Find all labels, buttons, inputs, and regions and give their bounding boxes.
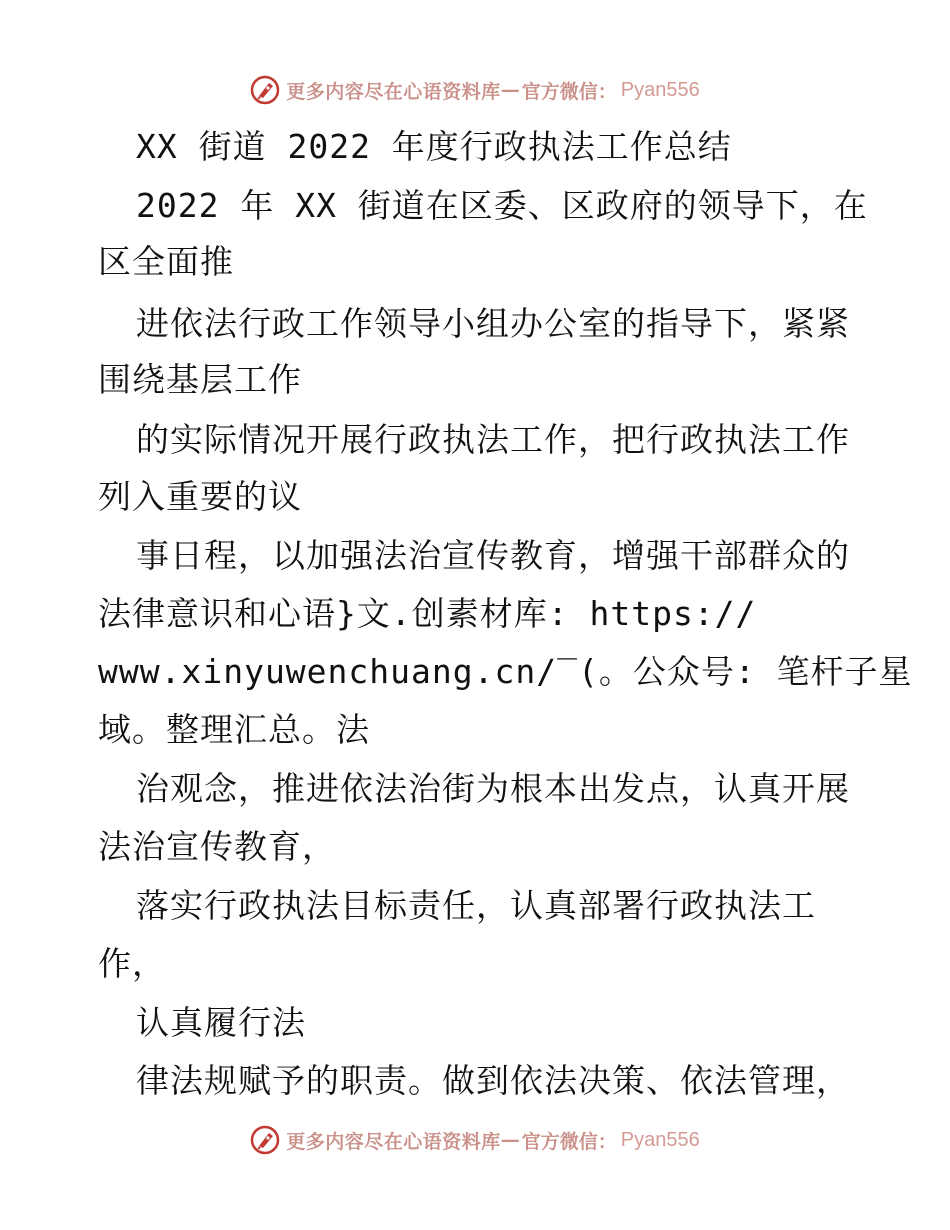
banner-wechat-id: Pyan556: [620, 1128, 700, 1151]
paragraph-line: 治观念，推进依法治街为根本出发点，认真开展: [136, 769, 850, 808]
paragraph-line: 认真履行法: [136, 1003, 306, 1042]
banner-wechat-id: Pyan556: [620, 78, 700, 101]
paragraph-line: 2022 年 XX 街道在区委、区政府的领导下，在: [136, 186, 868, 225]
paragraph-line: 事日程，以加强法治宣传教育，增强干部群众的: [136, 536, 850, 575]
paragraph-line: 法治宣传教育，: [98, 827, 336, 866]
footer-banner: [0, 1120, 950, 1160]
banner-wechat-label: 官方微信：: [521, 1130, 617, 1153]
paragraph-line: 作，: [98, 944, 166, 983]
paragraph-line: 列入重要的议: [98, 477, 302, 516]
pen-nib-logo-icon: [250, 1125, 280, 1155]
banner-separator: —: [500, 79, 520, 101]
paragraph-line: 律法规赋予的职责。做到依法决策、依法管理，: [136, 1061, 850, 1100]
paragraph-line: 进依法行政工作领导小组办公室的指导下，紧紧: [136, 304, 850, 343]
paragraph-line: 围绕基层工作: [98, 360, 302, 399]
paragraph-line: 落实行政执法目标责任，认真部署行政执法工: [136, 886, 816, 925]
header-banner: [0, 70, 950, 110]
pen-nib-logo-icon: [250, 75, 280, 105]
paragraph-line: 域。整理汇总。法: [98, 710, 370, 749]
paragraph-line: www.xinyuwenchuang.cn/‾(。公众号: 笔杆子星: [98, 652, 913, 691]
banner-title: 更多内容尽在心语资料库: [286, 1130, 501, 1153]
banner-wechat-label: 官方微信：: [521, 80, 617, 103]
document-title: XX 街道 2022 年度行政执法工作总结: [136, 127, 732, 166]
paragraph-line: 区全面推: [98, 242, 234, 281]
paragraph-line: 的实际情况开展行政执法工作，把行政执法工作: [136, 420, 850, 459]
paragraph-line: 法律意识和心语}文.创素材库: https://: [98, 594, 757, 633]
banner-separator: —: [500, 1129, 520, 1151]
banner-title: 更多内容尽在心语资料库: [286, 80, 501, 103]
